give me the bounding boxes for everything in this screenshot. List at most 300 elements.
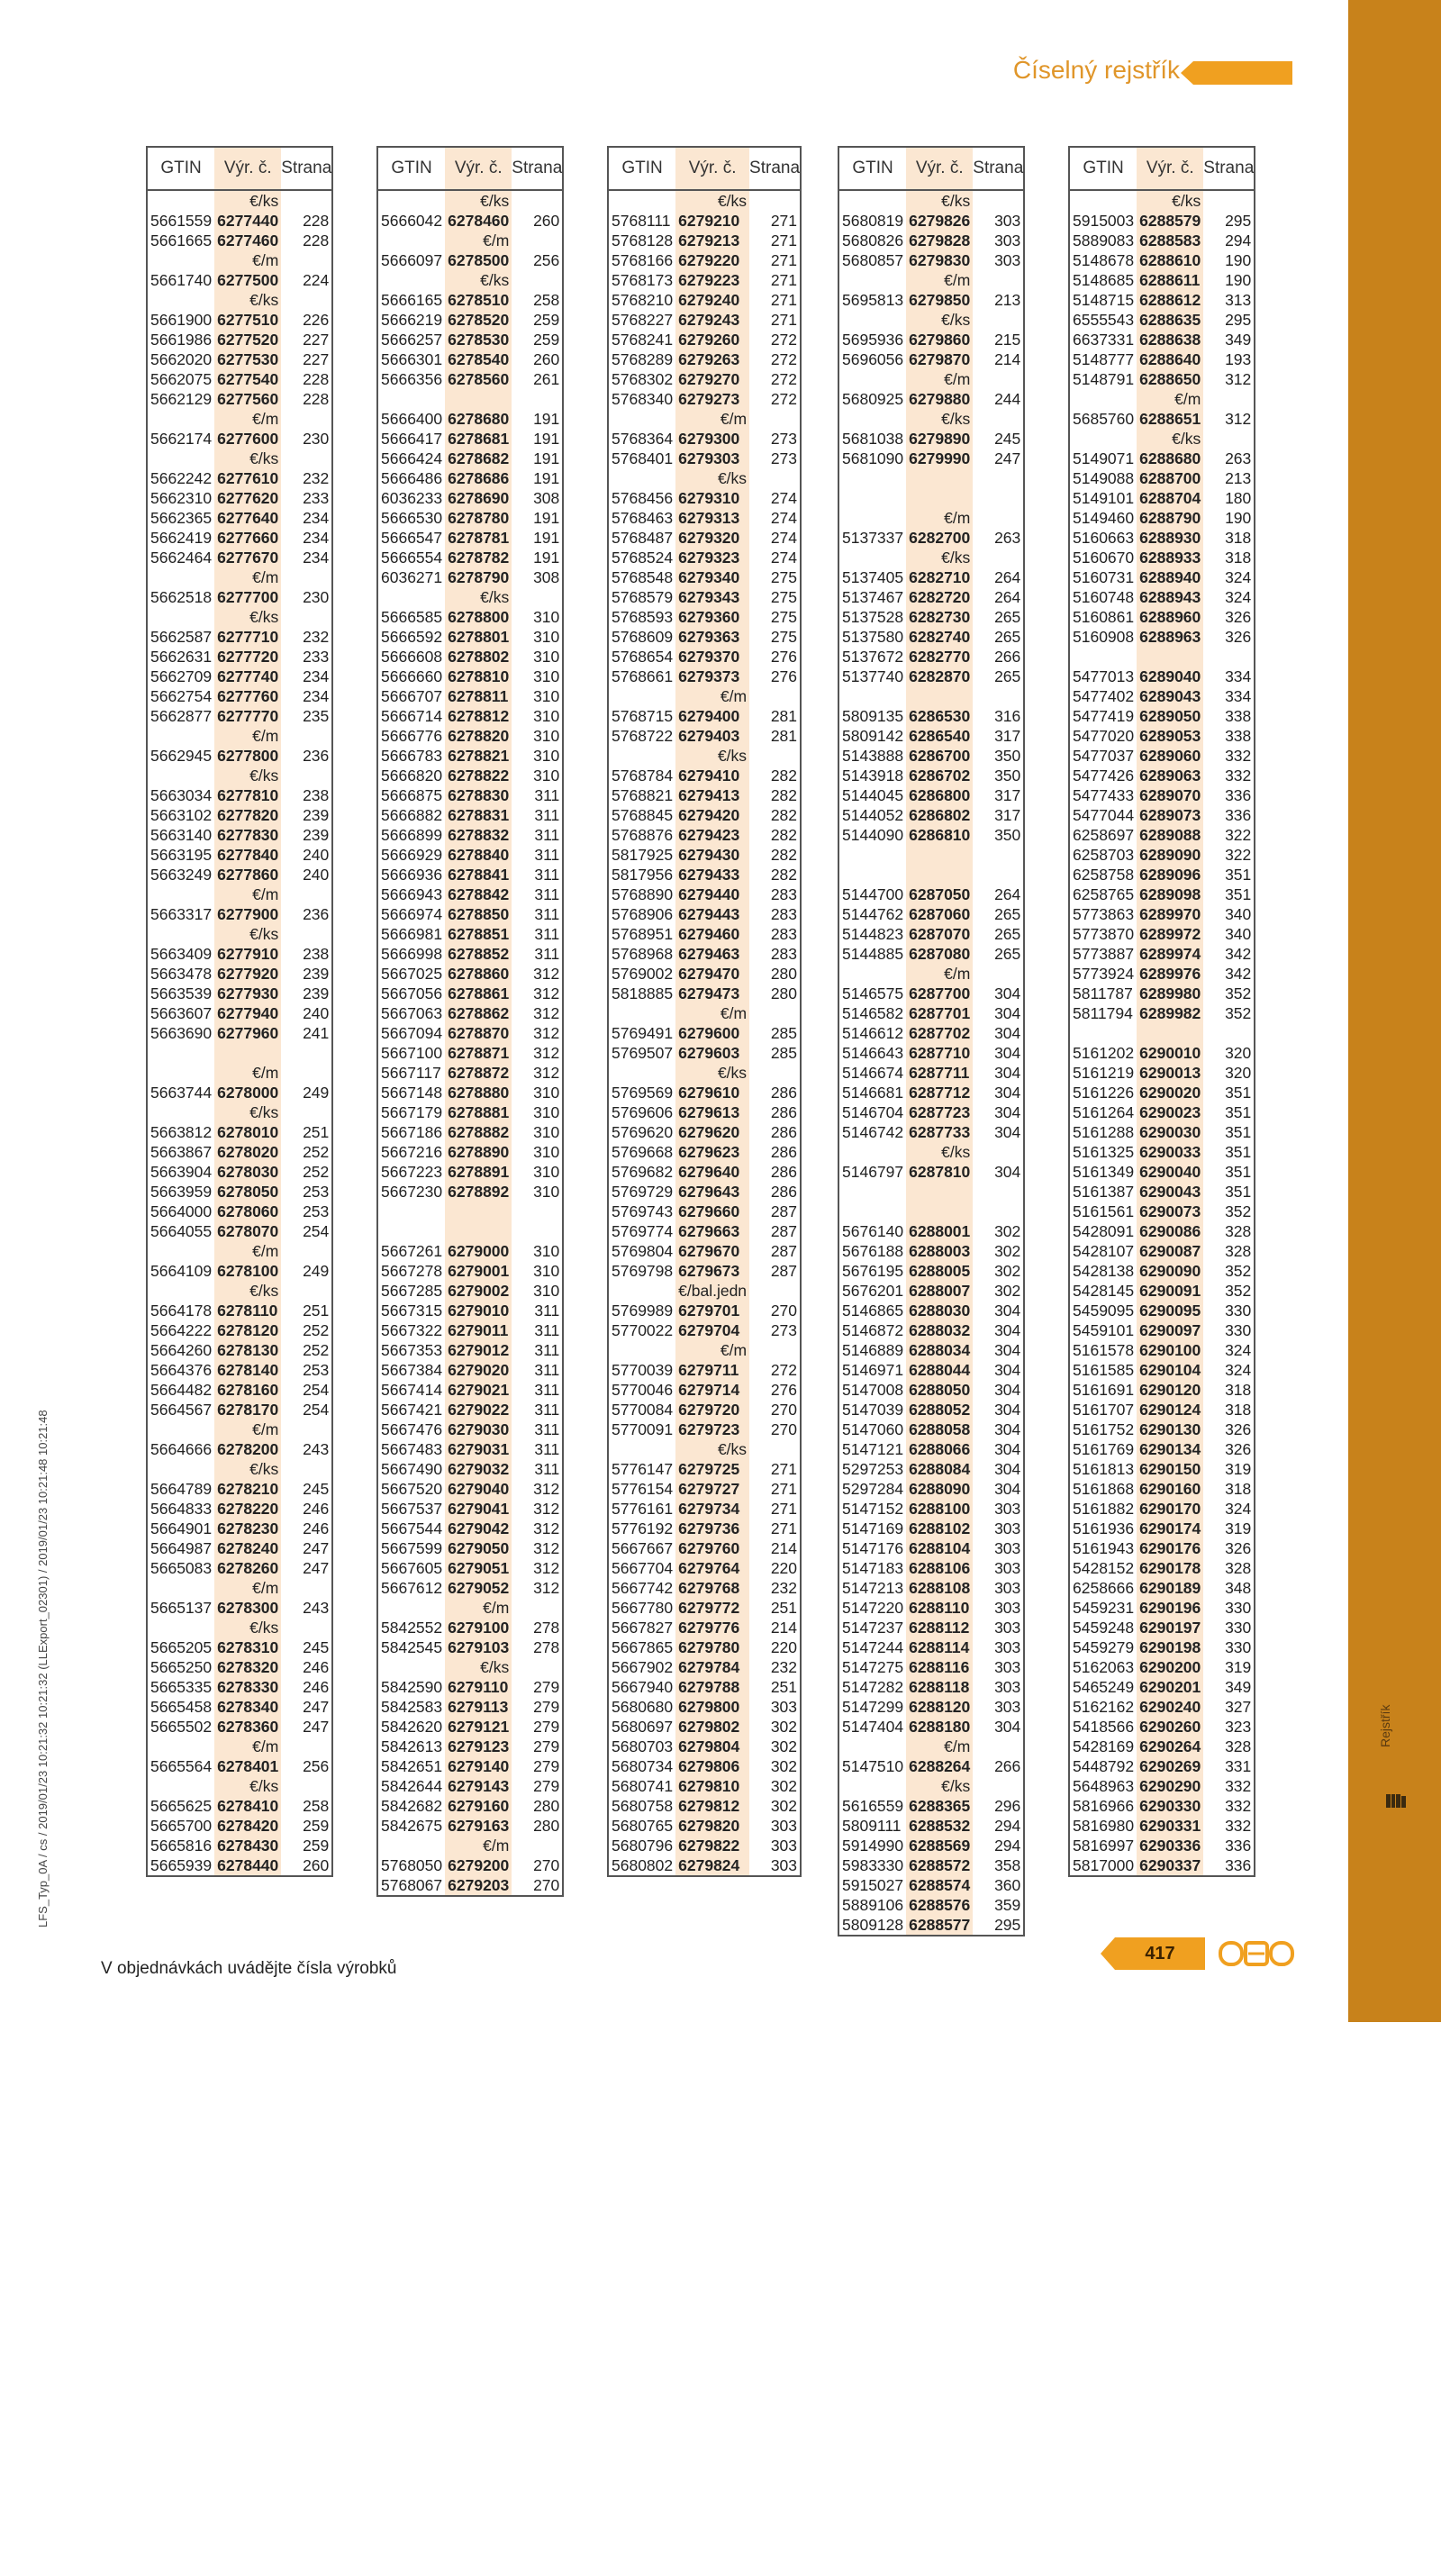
product-number-cell: 6279760 — [675, 1538, 749, 1558]
table-row — [608, 667, 801, 686]
product-number-cell: 6279660 — [675, 1202, 749, 1221]
table-row — [147, 330, 332, 349]
page-cell: 331 — [1225, 1757, 1252, 1775]
gtin-cell: 5768227 — [612, 311, 674, 329]
product-number-cell: 6279603 — [675, 1043, 749, 1063]
product-number-cell: 6288572 — [906, 1855, 973, 1875]
page-cell: 271 — [770, 251, 798, 269]
product-number-cell: 6277520 — [214, 330, 281, 349]
product-number-cell: 6279880 — [906, 389, 973, 409]
table-row — [377, 1083, 563, 1102]
product-number-cell: 6286700 — [906, 746, 973, 766]
page-cell: 311 — [534, 826, 560, 844]
page-cell: 330 — [1225, 1638, 1252, 1656]
product-number-cell: 6290264 — [1137, 1737, 1203, 1756]
gtin-cell: 5776161 — [612, 1500, 674, 1518]
page-cell: 360 — [994, 1876, 1021, 1894]
page-cell: 351 — [1225, 1123, 1252, 1141]
gtin-cell: 5664055 — [150, 1222, 213, 1240]
page-cell: 279 — [533, 1718, 560, 1736]
unit-label — [906, 845, 973, 865]
page-cell: 319 — [1225, 1460, 1252, 1478]
gtin-cell: 5666820 — [381, 766, 443, 785]
page-cell: 350 — [994, 766, 1021, 785]
product-number-cell: 6278220 — [214, 1499, 281, 1519]
page-cell: 214 — [770, 1539, 798, 1557]
product-number-cell: 6290095 — [1137, 1301, 1203, 1320]
unit-label: €/bal.jedn — [675, 1281, 749, 1301]
page-cell: 326 — [1225, 1420, 1252, 1438]
table-row — [147, 1320, 332, 1340]
table-row — [838, 389, 1024, 409]
table-row — [147, 1697, 332, 1717]
table-row — [377, 468, 563, 488]
table-row — [838, 1855, 1024, 1875]
page-cell: 312 — [533, 1519, 560, 1537]
page-cell: 310 — [533, 1282, 560, 1300]
page-cell: 324 — [1225, 1341, 1252, 1359]
table-row — [1069, 1697, 1255, 1717]
product-number-cell: 6278862 — [445, 1003, 512, 1023]
product-number-cell: 6277840 — [214, 845, 281, 865]
unit-row — [1069, 647, 1255, 667]
product-number-cell: 6288032 — [906, 1320, 973, 1340]
gtin-cell: 5666974 — [381, 905, 443, 923]
table-row — [377, 1023, 563, 1043]
page-cell: 302 — [770, 1797, 798, 1815]
unit-label: €/m — [906, 270, 973, 290]
unit-label: €/m — [214, 567, 281, 587]
gtin-cell: 5666165 — [381, 291, 443, 309]
product-number-cell: 6290073 — [1137, 1202, 1203, 1221]
page-cell: 259 — [303, 1837, 330, 1855]
table-row — [1069, 1320, 1255, 1340]
table-row — [377, 1697, 563, 1717]
gtin-cell: 5161882 — [1073, 1500, 1135, 1518]
page-cell: 247 — [303, 1718, 330, 1736]
table-row — [838, 1895, 1024, 1915]
product-number-cell: 6278861 — [445, 984, 512, 1003]
gtin-cell: 5146889 — [842, 1341, 904, 1359]
page-cell: 240 — [303, 866, 330, 884]
product-number-cell: 6279022 — [445, 1400, 512, 1420]
unit-row — [147, 1618, 332, 1637]
table-row — [147, 904, 332, 924]
gtin-cell: 5667285 — [381, 1282, 443, 1300]
gtin-cell: 5667223 — [381, 1163, 443, 1181]
product-number-cell: 6279210 — [675, 211, 749, 231]
product-number-cell: 6279032 — [445, 1459, 512, 1479]
table-row — [1069, 1558, 1255, 1578]
product-number-cell: 6278842 — [445, 884, 512, 904]
gtin-cell: 5664833 — [150, 1500, 213, 1518]
page-cell: 332 — [1225, 1797, 1252, 1815]
gtin-cell: 6637331 — [1073, 331, 1135, 349]
table-row — [608, 1776, 801, 1796]
page-cell: 296 — [994, 1797, 1021, 1815]
product-number-cell: 6290100 — [1137, 1340, 1203, 1360]
page-cell: 310 — [533, 648, 560, 666]
table-row — [377, 1320, 563, 1340]
gtin-cell: 5915027 — [842, 1876, 904, 1894]
unit-label: €/ks — [906, 548, 973, 567]
table-row — [147, 984, 332, 1003]
page-cell: 265 — [994, 945, 1021, 963]
page-cell: 324 — [1225, 568, 1252, 586]
table-row — [147, 805, 332, 825]
table-row — [377, 1717, 563, 1737]
gtin-cell: 5667056 — [381, 984, 443, 1002]
gtin-cell: 5664109 — [150, 1262, 213, 1280]
unit-row — [377, 1221, 563, 1241]
table-row — [377, 884, 563, 904]
table-row — [377, 1499, 563, 1519]
table-row — [608, 1261, 801, 1281]
product-number-cell: 6288052 — [906, 1400, 973, 1420]
table-row — [377, 726, 563, 746]
table-row — [377, 1241, 563, 1261]
gtin-cell: 5148715 — [1073, 291, 1135, 309]
unit-label: €/ks — [675, 1063, 749, 1083]
gtin-cell: 5666257 — [381, 331, 443, 349]
table-row — [838, 1915, 1024, 1936]
gtin-cell: 5667605 — [381, 1559, 443, 1577]
page-cell: 283 — [770, 885, 798, 903]
gtin-cell: 5161288 — [1073, 1123, 1135, 1141]
page-cell: 238 — [303, 945, 330, 963]
product-number-cell: 6279670 — [675, 1241, 749, 1261]
gtin-cell: 5146872 — [842, 1321, 904, 1339]
gtin-cell: 5477020 — [1073, 727, 1135, 745]
page-cell: 351 — [1225, 866, 1252, 884]
table-row — [1069, 211, 1255, 231]
gtin-cell: 5666592 — [381, 628, 443, 646]
gtin-cell: 5809111 — [842, 1817, 902, 1835]
gtin-cell: 5137740 — [842, 667, 904, 685]
product-number-cell: 6290033 — [1137, 1142, 1203, 1162]
table-row — [377, 785, 563, 805]
product-number-cell: 6277940 — [214, 1003, 281, 1023]
table-row — [608, 587, 801, 607]
gtin-cell: 5770022 — [612, 1321, 674, 1339]
unit-row — [838, 1776, 1024, 1796]
table-row — [608, 488, 801, 508]
table-row — [608, 1221, 801, 1241]
table-row — [147, 389, 332, 409]
table-row — [1069, 1261, 1255, 1281]
table-row — [838, 1380, 1024, 1400]
table-row — [608, 924, 801, 944]
product-number-cell: 6278852 — [445, 944, 512, 964]
table-row — [1069, 825, 1255, 845]
gtin-cell: 5147510 — [842, 1757, 904, 1775]
gtin-cell: 5665250 — [150, 1658, 213, 1676]
product-number-cell: 6286810 — [906, 825, 973, 845]
table-row — [608, 349, 801, 369]
product-number-cell: 6279143 — [445, 1776, 512, 1796]
product-number-cell: 6279725 — [675, 1459, 749, 1479]
page-cell: 259 — [303, 1817, 330, 1835]
unit-row — [608, 1340, 801, 1360]
unit-label: €/ks — [675, 190, 749, 211]
page-cell: 294 — [994, 1817, 1021, 1835]
page-cell: 304 — [994, 1163, 1021, 1181]
gtin-cell: 5667414 — [381, 1381, 443, 1399]
product-number-cell: 6290030 — [1137, 1122, 1203, 1142]
table-row — [608, 1598, 801, 1618]
product-number-cell: 6279720 — [675, 1400, 749, 1420]
gtin-cell: 5666356 — [381, 370, 443, 388]
page-cell: 351 — [1225, 1183, 1252, 1201]
product-number-cell: 6278070 — [214, 1221, 281, 1241]
page-cell: 249 — [303, 1262, 330, 1280]
page-cell: 304 — [994, 1004, 1021, 1022]
product-number-cell: 6279323 — [675, 548, 749, 567]
table-row — [838, 607, 1024, 627]
table-row — [147, 1519, 332, 1538]
product-number-cell: 6288001 — [906, 1221, 973, 1241]
page-cell: 235 — [303, 707, 330, 725]
table-row — [608, 290, 801, 310]
gtin-cell: 5161226 — [1073, 1084, 1135, 1102]
product-number-cell: 6288790 — [1137, 508, 1203, 528]
product-number-cell: 6279460 — [675, 924, 749, 944]
table-row — [608, 1618, 801, 1637]
gtin-cell: 6258697 — [1073, 826, 1135, 844]
product-number-cell: 6289096 — [1137, 865, 1203, 884]
product-number-cell: 6279020 — [445, 1360, 512, 1380]
table-row — [147, 1360, 332, 1380]
page-cell: 303 — [994, 1500, 1021, 1518]
product-number-cell: 6289974 — [1137, 944, 1203, 964]
unit-label: €/ks — [1137, 429, 1203, 449]
gtin-cell: 5665083 — [150, 1559, 213, 1577]
page-cell: 303 — [994, 1678, 1021, 1696]
gtin-cell: 5667537 — [381, 1500, 443, 1518]
product-number-cell: 6290189 — [1137, 1578, 1203, 1598]
gtin-cell: 5769682 — [612, 1163, 674, 1181]
gtin-cell: 5662310 — [150, 489, 213, 507]
product-number-cell: 6277930 — [214, 984, 281, 1003]
table-row — [838, 1558, 1024, 1578]
table-row — [1069, 1122, 1255, 1142]
table-row — [838, 1241, 1024, 1261]
product-number-cell: 6278832 — [445, 825, 512, 845]
table-row — [147, 508, 332, 528]
table-row — [377, 369, 563, 389]
product-number-cell: 6278170 — [214, 1400, 281, 1420]
page-cell: 273 — [770, 449, 798, 467]
gtin-cell: 5137405 — [842, 568, 904, 586]
gtin-cell: 5428145 — [1073, 1282, 1135, 1300]
gtin-cell: 5147282 — [842, 1678, 904, 1696]
table-row — [838, 1756, 1024, 1776]
table-row — [377, 1420, 563, 1439]
gtin-cell: 5768821 — [612, 786, 674, 804]
gtin-cell: 6258703 — [1073, 846, 1135, 864]
unit-row — [147, 1578, 332, 1598]
page-cell: 271 — [770, 271, 798, 289]
product-number-cell: 6277720 — [214, 647, 281, 667]
page-cell: 191 — [533, 469, 560, 487]
gtin-cell: 5665137 — [150, 1599, 213, 1617]
page-cell: 319 — [1225, 1519, 1252, 1537]
page-cell: 220 — [770, 1559, 798, 1577]
product-number-cell: 6278320 — [214, 1657, 281, 1677]
gtin-cell: 5663744 — [150, 1084, 213, 1102]
table-row — [608, 548, 801, 567]
product-number-cell: 6279160 — [445, 1796, 512, 1816]
gtin-cell: 5149088 — [1073, 469, 1135, 487]
gtin-cell: 5664178 — [150, 1302, 213, 1320]
page-cell: 232 — [770, 1579, 798, 1597]
page-cell: 280 — [533, 1817, 560, 1835]
gtin-cell: 5816966 — [1073, 1797, 1135, 1815]
product-number-cell: 6290010 — [1137, 1043, 1203, 1063]
product-number-cell: 6277610 — [214, 468, 281, 488]
table-row — [608, 1737, 801, 1756]
table-row — [147, 1023, 332, 1043]
page-cell: 239 — [303, 806, 330, 824]
gtin-cell: 5676195 — [842, 1262, 904, 1280]
table-row — [377, 1479, 563, 1499]
page-cell: 311 — [534, 1460, 560, 1478]
table-row — [377, 627, 563, 647]
unit-row — [147, 1063, 332, 1083]
gtin-cell: 5667667 — [612, 1539, 674, 1557]
gtin-cell: 5773870 — [1073, 925, 1135, 943]
index-table-2 — [376, 146, 564, 1897]
gtin-cell: 5811794 — [1073, 1004, 1133, 1022]
page-cell: 302 — [994, 1282, 1021, 1300]
gtin-cell: 5667322 — [381, 1321, 443, 1339]
product-number-cell: 6279113 — [445, 1697, 512, 1717]
gtin-cell: 5160663 — [1073, 529, 1135, 547]
gtin-cell: 5661559 — [150, 212, 213, 230]
gtin-cell: 5776147 — [612, 1460, 674, 1478]
gtin-cell: 5680758 — [612, 1797, 674, 1815]
gtin-cell: 5680697 — [612, 1718, 674, 1736]
gtin-cell: 5662945 — [150, 747, 213, 765]
table-row — [377, 984, 563, 1003]
gtin-cell: 5666547 — [381, 529, 443, 547]
page-cell: 312 — [533, 1500, 560, 1518]
table-row — [838, 1400, 1024, 1420]
product-number-cell: 6279041 — [445, 1499, 512, 1519]
header-vyr: Výr. č. — [675, 147, 749, 190]
gtin-cell: 5768524 — [612, 549, 674, 567]
table-row — [147, 468, 332, 488]
gtin-cell: 5663607 — [150, 1004, 213, 1022]
page-cell: 287 — [770, 1222, 798, 1240]
gtin-cell: 5769606 — [612, 1103, 674, 1121]
table-row — [377, 845, 563, 865]
gtin-cell: 5664376 — [150, 1361, 213, 1379]
product-number-cell: 6278690 — [445, 488, 512, 508]
product-number-cell: 6279768 — [675, 1578, 749, 1598]
product-number-cell: 6278260 — [214, 1558, 281, 1578]
gtin-cell: 5680802 — [612, 1856, 674, 1874]
table-row — [608, 825, 801, 845]
page-cell: 234 — [303, 509, 330, 527]
product-number-cell: 6282740 — [906, 627, 973, 647]
table-row — [147, 587, 332, 607]
table-row — [1069, 627, 1255, 647]
table-row — [1069, 706, 1255, 726]
product-number-cell: 6290120 — [1137, 1380, 1203, 1400]
gtin-cell: 5768722 — [612, 727, 674, 745]
unit-label — [214, 1043, 281, 1063]
unit-row — [838, 865, 1024, 884]
product-number-cell: 6277530 — [214, 349, 281, 369]
gtin-cell: 5768890 — [612, 885, 674, 903]
gtin-cell: 5147008 — [842, 1381, 904, 1399]
product-number-cell: 6279002 — [445, 1281, 512, 1301]
table-row — [377, 548, 563, 567]
table-row — [377, 825, 563, 845]
gtin-cell: 5662174 — [150, 430, 213, 448]
page-cell: 320 — [1225, 1044, 1252, 1062]
page-cell: 359 — [994, 1896, 1021, 1914]
header-gtin: GTIN — [147, 147, 214, 190]
table-row — [838, 1875, 1024, 1895]
table-row — [838, 726, 1024, 746]
page-cell: 260 — [533, 212, 560, 230]
page-cell: 252 — [303, 1341, 330, 1359]
product-number-cell: 6288090 — [906, 1479, 973, 1499]
unit-label: €/m — [906, 964, 973, 984]
header-strana: Strana — [973, 147, 1024, 190]
table-row — [377, 1459, 563, 1479]
header-gtin: GTIN — [838, 147, 906, 190]
product-number-cell: 6278520 — [445, 310, 512, 330]
product-number-cell: 6286802 — [906, 805, 973, 825]
gtin-cell: 5816980 — [1073, 1817, 1135, 1835]
page-cell: 312 — [533, 1539, 560, 1557]
unit-row — [377, 1598, 563, 1618]
gtin-cell: 5147121 — [842, 1440, 904, 1458]
page-cell: 304 — [994, 1302, 1021, 1320]
page-cell: 264 — [994, 885, 1021, 903]
gtin-cell: 5667315 — [381, 1302, 443, 1320]
product-number-cell: 6279711 — [675, 1360, 749, 1380]
table-row — [147, 1221, 332, 1241]
product-number-cell: 6278401 — [214, 1756, 281, 1776]
product-number-cell: 6277660 — [214, 528, 281, 548]
gtin-cell: 5667483 — [381, 1440, 443, 1458]
gtin-cell: 5664666 — [150, 1440, 213, 1458]
table-row — [147, 1439, 332, 1459]
gtin-cell: 5768241 — [612, 331, 674, 349]
gtin-cell: 5428091 — [1073, 1222, 1135, 1240]
product-number-cell: 6279220 — [675, 250, 749, 270]
gtin-cell: 5680925 — [842, 390, 904, 408]
unit-label: €/m — [214, 884, 281, 904]
product-number-cell: 6288112 — [906, 1618, 973, 1637]
page-cell: 312 — [533, 1480, 560, 1498]
page-cell: 228 — [303, 231, 330, 249]
table-row — [1069, 1776, 1255, 1796]
table-row — [838, 924, 1024, 944]
product-number-cell: 6289073 — [1137, 805, 1203, 825]
gtin-cell: 5663904 — [150, 1163, 213, 1181]
gtin-cell: 5842583 — [381, 1698, 443, 1716]
product-number-cell: 6279270 — [675, 369, 749, 389]
page-cell: 350 — [994, 747, 1021, 765]
product-number-cell: 6277710 — [214, 627, 281, 647]
gtin-cell: 5662754 — [150, 687, 213, 705]
gtin-cell: 5661986 — [150, 331, 213, 349]
